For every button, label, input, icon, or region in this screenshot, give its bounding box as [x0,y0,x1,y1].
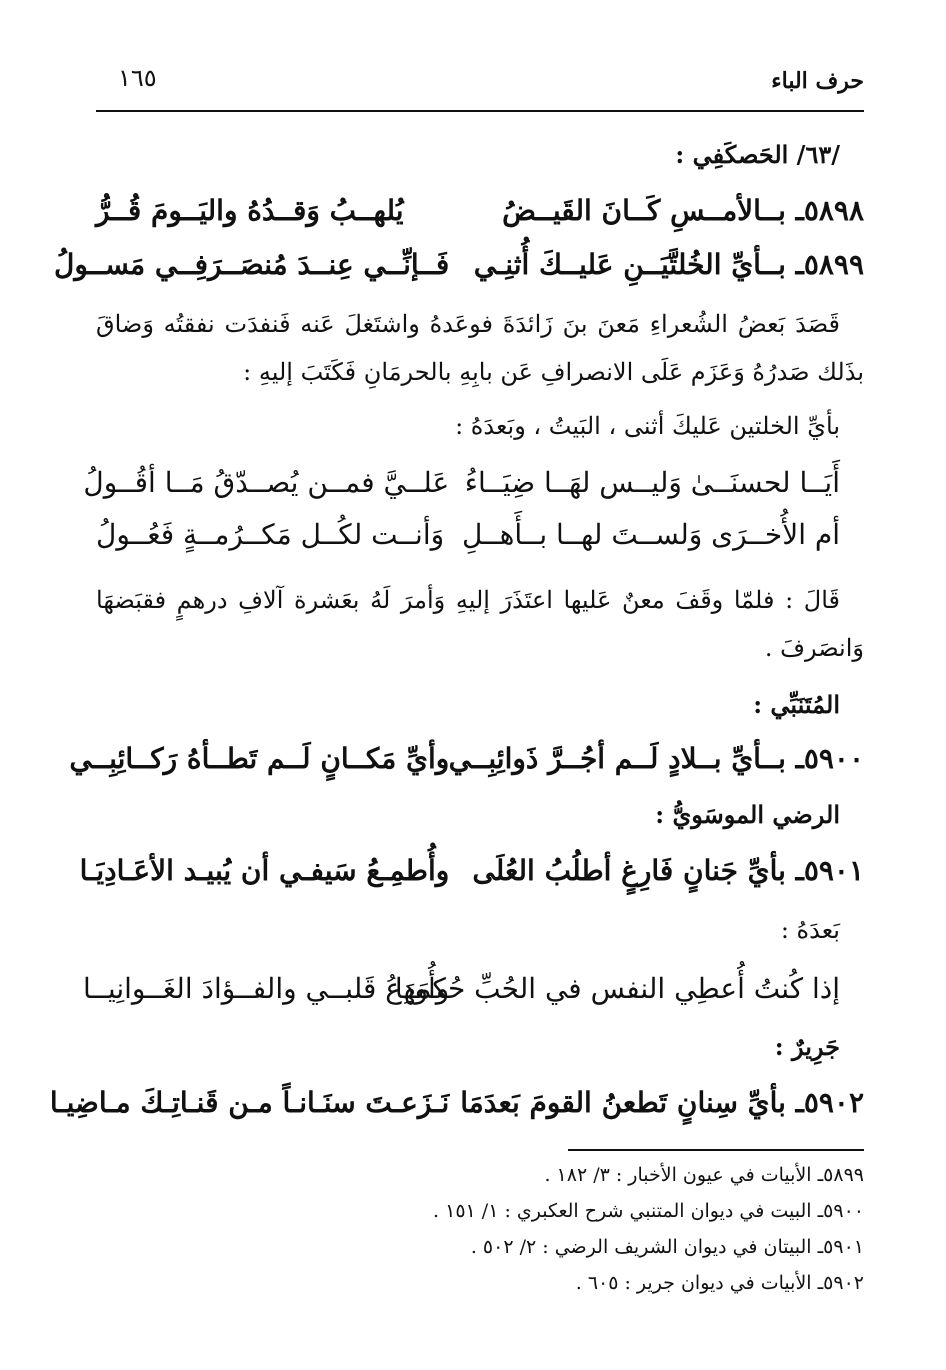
verse-sadr: ٥٨٩٩ـ بــأيِّ الخُلتَّيَــنِ عَليــكَ أُثنِـي [473,248,864,281]
poet-label-hasakfi: /٦٣/ الحَصكَفِي : [675,140,840,169]
page-number: ١٦٥ [118,64,157,92]
verse-ajuz: نَـزَعـتَ سنَـانـاً مـن قَنـاتِـكَ مـاضِيـا [49,1086,450,1119]
verse-sadr: إذا كُنتُ أُعطِي النفس في الحُبِّ حُكمَهَا [394,972,840,1005]
footnote: ٥٩٠٠ـ البيت في ديوان المتنبي شرح العكبري : ١/ ١٥١ . [433,1200,864,1222]
verse-5900 [69,742,864,775]
verse-ajuz: وأُودِعُ قَلبــي والفــؤادَ الغَــوانِيــا [82,972,450,1005]
footnote: ٥٨٩٩ـ الأبيات في عيون الأخبار : ٣/ ١٨٢ . [544,1164,864,1186]
verse-sadr: ٥٩٠١ـ بأيِّ جَنانٍ فَارِغٍ أطلُبُ العُلَى [472,854,864,887]
verse-sadr: ٥٩٠٢ـ بأيِّ سِنانٍ تَطعنُ القومَ بَعدَمَا [460,1086,864,1119]
poet-label-radi: الرضي الموسَويُّ : [655,800,840,829]
verse-ajuz: وأيِّ مَكــانٍ لَــم تَطــأهُ رَكــائِبِــي [69,742,450,775]
poet-label-mutanabbi: المُتَنَبِّي : [753,690,840,719]
verse-ajuz: عَلــيَّ فمــن يُصــدّقُ مَــا أقُــولُ [83,466,450,499]
verse-sadr: ٥٩٠٠ـ بــأيِّ بــلادٍ لَــم أجُــرَّ ذَوائِبِــي [448,742,864,775]
prose-text: قَصَدَ بَعضُ الشُعراءِ مَعنَ بنَ زَائدَةَ فوعَدهُ واشتَغلَ عَنه فَنفدَت نفقتُه وَضاقَ بذَلك صَدرُهُ وَعَزَم عَلَى الانصرافِ عَن بابِهِ بالحرمَانِ فَكَتَبَ إليهِ : [96,310,864,386]
verse-ajuz: فَــإنِّــي عِنــدَ مُنصَــرَفِــي مَســولُ [53,248,450,281]
footnote: ٥٩٠٢ـ الأبيات في ديوان جرير : ٦٠٥ . [575,1272,864,1294]
verse-extra-1 [83,466,864,499]
running-title: حرف الباء [771,68,864,94]
verse-extra-3 [82,972,864,1005]
verse-5902 [49,1086,864,1119]
verse-sadr: أم الأُخــرَى وَلســتَ لهــا بــأَهــلِ [462,518,840,551]
verse-sadr: ٥٨٩٨ـ بــالأمــسِ كَــانَ القَيــضُ [502,194,864,227]
poet-label-jarir: جَرِيرٌ : [774,1032,840,1061]
verse-ajuz: وَأنــت لكُــل مَكــرُمــةٍ فَعُــولُ [96,518,445,551]
prose-paragraph [96,300,864,396]
verse-ajuz: يُلهــبُ وَقــدُهُ واليَــومَ قُــرُّ [96,194,404,227]
verse-ajuz: وأُطمِـعُ سَيفـي أن يُبيـد الأعَـادِيَـا [79,854,450,887]
verse-sadr: أَيَــا لحسنَــىٰ وَليــس لهَــا ضِيَــاءُ [464,466,840,499]
footnote: ٥٩٠١ـ البيتان في ديوان الشريف الرضي : ٢/ ٥٠٢ . [470,1236,864,1258]
prose-paragraph [96,576,864,672]
prose-text: قَالَ : فلمّا وقَفَ معنٌ عَليها اعتَذَرَ إليهِ وَأمرَ لَهُ بعَشرة آلافِ درهمٍ فقبَضهَا وَانصَرفَ . [96,586,864,662]
page-header [96,60,864,112]
verse-5898 [96,194,864,227]
intro-line: بأيِّ الخلتين عَليكَ أثنى ، البَيتُ ، وبَعدَهُ : [455,412,840,440]
verse-5901 [79,854,864,887]
verse-extra-2 [96,518,864,551]
footnote-separator [568,1149,864,1151]
baadahu-label: بَعدَهُ : [780,916,840,944]
verse-5899 [53,248,864,281]
